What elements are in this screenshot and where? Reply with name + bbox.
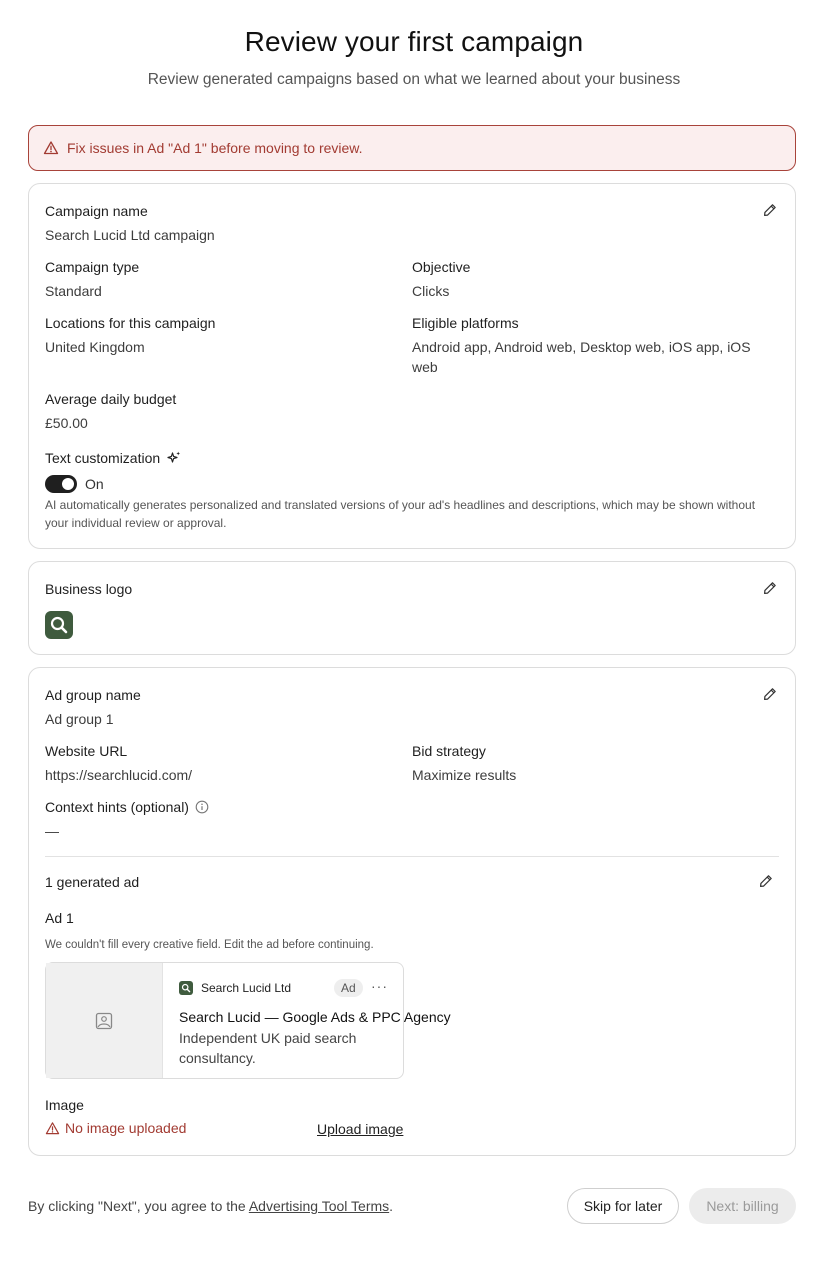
business-logo-label: Business logo: [45, 581, 133, 597]
warning-icon: [45, 1121, 60, 1136]
campaign-name-value: Search Lucid Ltd campaign: [45, 227, 215, 243]
text-customization-toggle-row: [45, 474, 104, 494]
business-mini-logo: [179, 981, 193, 995]
ad-group-card: [28, 667, 796, 1156]
warning-icon: [43, 140, 59, 156]
terms-notice: [28, 1198, 393, 1214]
terms-link[interactable]: Advertising Tool Terms: [248, 1198, 390, 1214]
alert-message: Fix issues in Ad "Ad 1" before moving to review.: [67, 140, 363, 156]
edit-ad-group-button[interactable]: [761, 685, 779, 703]
ad-title: Ad 1: [45, 910, 74, 926]
context-hints-value: —: [45, 823, 59, 839]
budget-label: Average daily budget: [45, 391, 177, 407]
text-customization-toggle[interactable]: [45, 475, 77, 493]
sparkle-icon: [166, 450, 182, 466]
page-title: Review your first campaign: [244, 26, 584, 57]
business-logo-card: [28, 561, 796, 655]
edit-campaign-button[interactable]: [761, 201, 779, 219]
campaign-name-label: Campaign name: [45, 203, 148, 219]
toggle-state-label: On: [85, 476, 104, 492]
image-status-row: [45, 1120, 186, 1136]
terms-prefix: By clicking "Next", you agree to the: [28, 1198, 249, 1214]
objective-label: Objective: [412, 259, 471, 275]
website-url-label: Website URL: [45, 743, 128, 759]
text-customization-description: AI automatically generates personalized and translated versions of your ad's headlines and descriptions, which may be shown without your individual review or approval.: [45, 498, 756, 530]
section-divider: [45, 856, 779, 857]
next-billing-button[interactable]: Next: billing: [689, 1188, 796, 1224]
campaign-type-value: Standard: [45, 283, 102, 299]
campaign-settings-card: [28, 183, 796, 549]
ad-preview-header: [179, 981, 291, 995]
website-url-value: https://searchlucid.com/: [45, 767, 193, 783]
terms-suffix: .: [389, 1198, 394, 1214]
campaign-type-label: Campaign type: [45, 259, 140, 275]
ad-image-placeholder: [46, 963, 163, 1078]
ad-group-name-value: Ad group 1: [45, 711, 114, 727]
pencil-icon: [763, 203, 777, 217]
platforms-value: Android app, Android web, Desktop web, iOS app, iOS web: [412, 339, 751, 375]
skip-for-later-button[interactable]: Skip for later: [567, 1188, 679, 1224]
text-customization-label: Text customization: [45, 450, 161, 466]
pencil-icon: [759, 874, 773, 888]
bid-strategy-value: Maximize results: [412, 767, 517, 783]
budget-value: £50.00: [45, 415, 88, 431]
ad-group-name-label: Ad group name: [45, 687, 141, 703]
page-subtitle: Review generated campaigns based on what we learned about your business: [147, 71, 681, 88]
ad-headline: Search Lucid — Google Ads & PPC Agency: [179, 1009, 451, 1025]
edit-generated-ads-button[interactable]: [757, 872, 775, 890]
locations-value: United Kingdom: [45, 339, 145, 355]
ad-description: Independent UK paid search consultancy.: [179, 1030, 357, 1066]
ad-preview-body: [163, 963, 451, 1078]
error-alert: [28, 125, 796, 171]
pencil-icon: [763, 581, 777, 595]
ad-business-name: Search Lucid Ltd: [201, 981, 292, 995]
platforms-label: Eligible platforms: [412, 315, 519, 331]
context-hints-label: Context hints (optional): [45, 799, 189, 815]
objective-value: Clicks: [412, 283, 450, 299]
business-logo-image: [45, 611, 73, 639]
image-status: No image uploaded: [65, 1120, 187, 1136]
text-customization-row: [45, 450, 182, 466]
context-hints-row: [45, 799, 209, 815]
pencil-icon: [763, 687, 777, 701]
search-icon: [181, 983, 191, 993]
bid-strategy-label: Bid strategy: [412, 743, 486, 759]
more-options-icon[interactable]: ···: [371, 978, 388, 994]
upload-image-link[interactable]: Upload image: [317, 1121, 404, 1137]
ad-note: We couldn't fill every creative field. Edit the ad before continuing.: [45, 939, 374, 951]
generated-ads-label: 1 generated ad: [45, 874, 140, 890]
image-label: Image: [45, 1097, 84, 1113]
image-placeholder-icon: [95, 1012, 113, 1030]
ad-preview-card[interactable]: [45, 962, 451, 1079]
info-icon[interactable]: [195, 800, 209, 814]
ad-badge: Ad: [334, 979, 363, 997]
search-icon: [49, 615, 69, 635]
edit-logo-button[interactable]: [761, 579, 779, 597]
locations-label: Locations for this campaign: [45, 315, 216, 331]
